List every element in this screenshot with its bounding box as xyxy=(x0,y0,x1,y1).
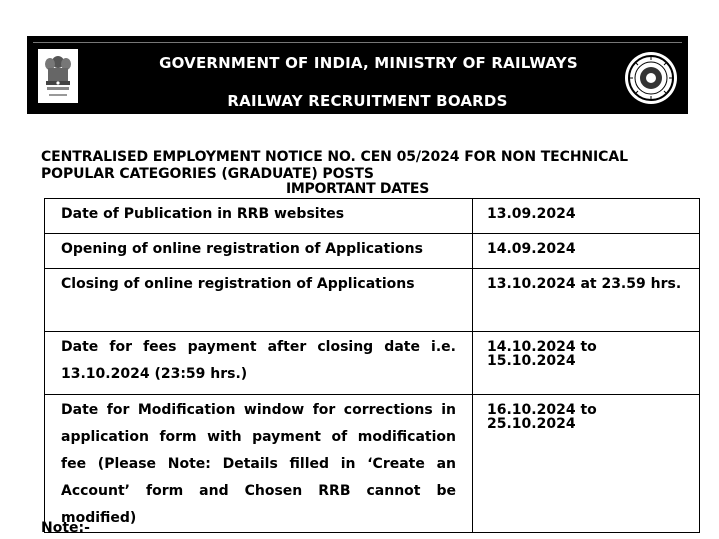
event-text: Opening of online registration of Applications xyxy=(61,241,423,257)
date-cell: 14.10.2024 to 15.10.2024 xyxy=(473,332,700,395)
indian-railways-logo-icon xyxy=(625,52,677,104)
important-dates-table xyxy=(44,198,700,533)
date-cell: 14.09.2024 xyxy=(473,234,700,269)
table-row xyxy=(45,199,700,234)
date-cell: 13.09.2024 xyxy=(473,199,700,234)
date-cell: 13.10.2024 at 23.59 hrs. xyxy=(473,269,700,332)
table-row xyxy=(45,395,700,533)
note-label: Note:- xyxy=(41,520,90,536)
event-text: Date of Publication in RRB websites xyxy=(61,206,345,222)
header-line-2: RAILWAY RECRUITMENT BOARDS xyxy=(227,92,508,110)
event-text: Date for Modification window for corrections in application form with payment of modification fee (Please Note: Details filled in ‘Create an Account’ form and Chosen RRB cannot be modified) xyxy=(61,402,456,526)
event-cell xyxy=(45,269,473,332)
date-cell: 16.10.2024 to 25.10.2024 xyxy=(473,395,700,533)
table-row xyxy=(45,234,700,269)
event-text: Closing of online registration of Applications xyxy=(61,276,415,292)
table-row xyxy=(45,332,700,395)
header-banner xyxy=(27,36,688,114)
event-cell xyxy=(45,234,473,269)
notice-title: CENTRALISED EMPLOYMENT NOTICE NO. CEN 05/2024 FOR NON TECHNICAL POPULAR CATEGORIES (GRADUATE) POSTS xyxy=(41,149,628,182)
event-cell xyxy=(45,199,473,234)
table-row xyxy=(45,269,700,332)
important-dates-text: IMPORTANT DATES xyxy=(286,181,429,197)
event-cell xyxy=(45,395,473,533)
banner-divider xyxy=(33,42,682,43)
important-dates-heading xyxy=(0,181,719,197)
event-cell xyxy=(45,332,473,395)
header-line-1: GOVERNMENT OF INDIA, MINISTRY OF RAILWAYS xyxy=(159,54,578,72)
event-text: Date for fees payment after closing date i.e. 13.10.2024 (23:59 hrs.) xyxy=(61,339,456,382)
